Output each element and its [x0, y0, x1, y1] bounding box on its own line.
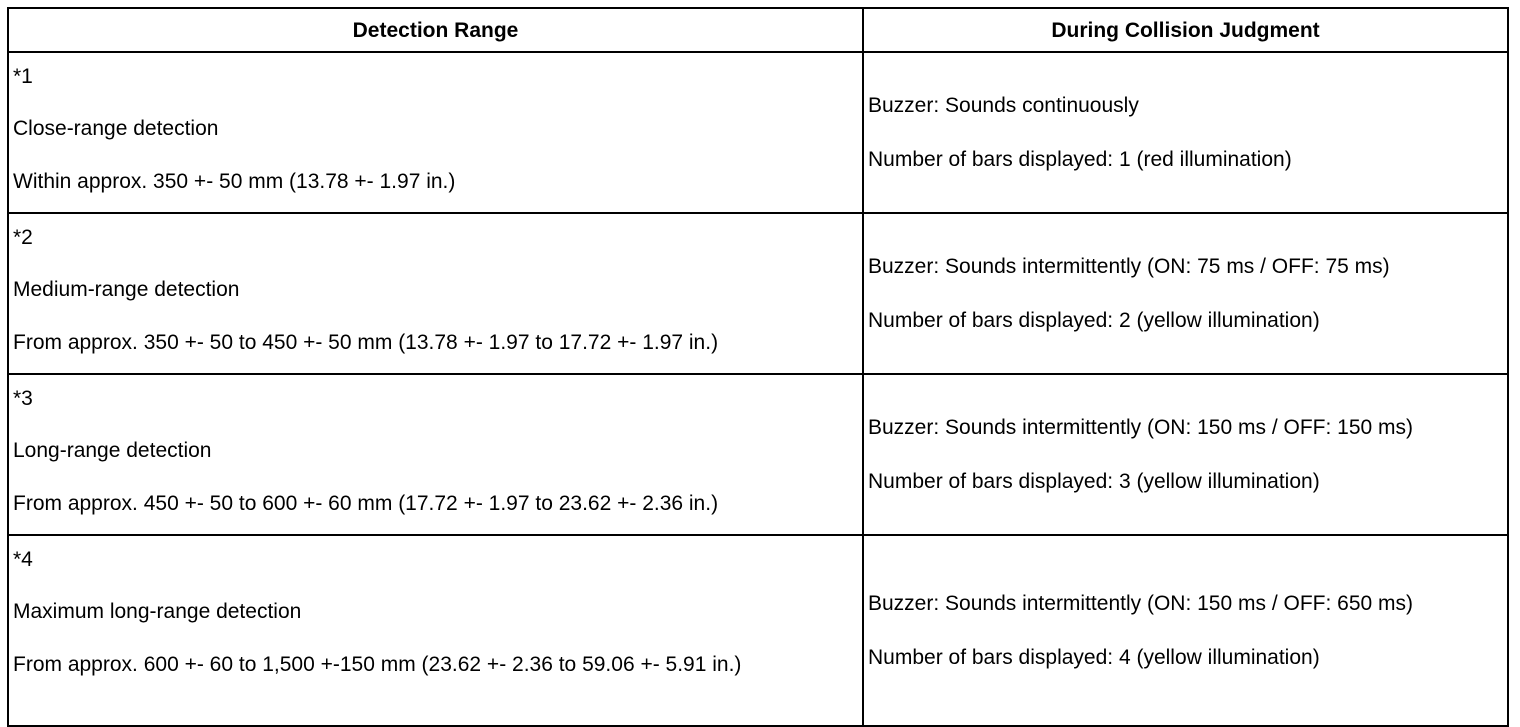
table-row [8, 374, 1508, 535]
bars-text: Number of bars displayed: 3 (yellow illumination) [868, 469, 1320, 493]
judgment-cell [863, 374, 1508, 535]
range-cell [8, 374, 863, 535]
range-distance: Within approx. 350 +- 50 mm (13.78 +- 1.97 in.) [13, 170, 456, 193]
detection-table [7, 7, 1509, 727]
table-header-row [8, 8, 1508, 52]
range-cell [8, 213, 863, 374]
buzzer-text: Buzzer: Sounds intermittently (ON: 150 ms / OFF: 650 ms) [868, 591, 1414, 615]
range-marker: *1 [13, 65, 33, 88]
range-name: Close-range detection [13, 117, 219, 140]
header-collision-judgment: During Collision Judgment [863, 8, 1508, 52]
range-name: Maximum long-range detection [13, 600, 302, 623]
range-distance: From approx. 350 +- 50 to 450 +- 50 mm (13.78 +- 1.97 to 17.72 +- 1.97 in.) [13, 331, 719, 354]
range-name: Medium-range detection [13, 278, 240, 301]
bars-text: Number of bars displayed: 4 (yellow illumination) [868, 645, 1320, 669]
range-marker: *3 [13, 387, 33, 410]
header-detection-range: Detection Range [8, 8, 863, 52]
range-name: Long-range detection [13, 439, 212, 462]
range-marker: *2 [13, 226, 33, 249]
detection-table-frame [7, 7, 1507, 688]
range-distance: From approx. 450 +- 50 to 600 +- 60 mm (17.72 +- 1.97 to 23.62 +- 2.36 in.) [13, 492, 719, 515]
bars-text: Number of bars displayed: 1 (red illumination) [868, 147, 1292, 171]
range-cell [8, 52, 863, 213]
buzzer-text: Buzzer: Sounds continuously [868, 93, 1139, 117]
buzzer-text: Buzzer: Sounds intermittently (ON: 75 ms / OFF: 75 ms) [868, 254, 1390, 278]
bars-text: Number of bars displayed: 2 (yellow illumination) [868, 308, 1320, 332]
table-row [8, 213, 1508, 374]
buzzer-text: Buzzer: Sounds intermittently (ON: 150 ms / OFF: 150 ms) [868, 415, 1414, 439]
judgment-cell [863, 535, 1508, 726]
range-distance: From approx. 600 +- 60 to 1,500 +-150 mm (23.62 +- 2.36 to 59.06 +- 5.91 in.) [13, 653, 742, 676]
judgment-cell [863, 213, 1508, 374]
table-row [8, 52, 1508, 213]
judgment-cell [863, 52, 1508, 213]
range-marker: *4 [13, 548, 33, 571]
range-cell [8, 535, 863, 726]
table-row [8, 535, 1508, 726]
